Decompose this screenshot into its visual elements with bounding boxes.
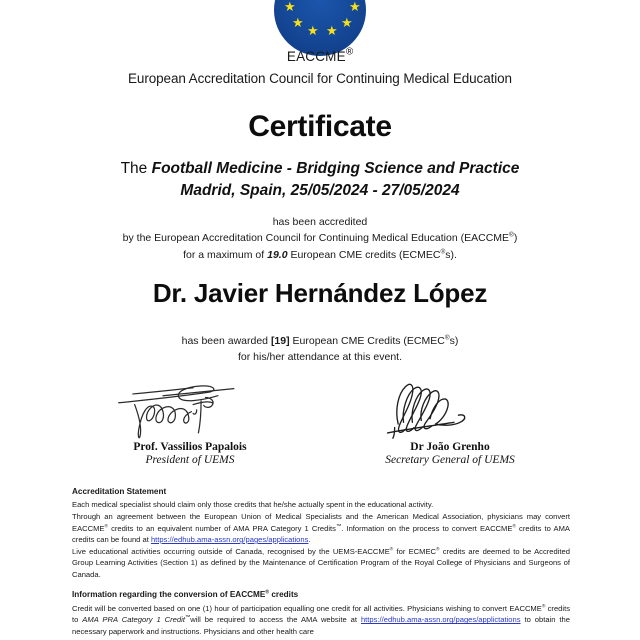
signature-block-secretary	[325, 378, 575, 466]
award-statement	[0, 333, 640, 366]
event-location-line	[0, 180, 640, 202]
ama-pra-category-italic: AMA PRA Category 1 Credit	[82, 615, 185, 625]
signature-grenho-icon	[361, 378, 538, 440]
accreditation-statement-block	[0, 214, 640, 263]
header-acronym	[0, 48, 640, 66]
accredited-line-2	[0, 230, 640, 246]
header-acronym-text: EACCME	[286, 49, 346, 64]
event-name: Football Medicine - Bridging Science and Practice	[151, 160, 520, 177]
award-line-1-post-b: s)	[449, 335, 459, 347]
fp-p4-b: credits to	[72, 603, 570, 625]
accredited-line-3	[0, 247, 640, 263]
event-lead: The	[120, 160, 152, 177]
fp-p3-c: credits are deemed to be Accredited Group Learning Activities (Section 1) as defined by the Maintenance of Certification Program of the Royal College of Physicians and Surgeons of Canada.	[72, 546, 570, 579]
registered-mark: ®	[509, 231, 514, 239]
logo-star: ★	[307, 23, 319, 38]
fp-p4-a: Credit will be converted based on one (1) hour of participation equalling one credit for all activities. Physicians wishing to convert EACCME	[72, 603, 542, 613]
fp-p4-c: will be required to access the AMA website at	[190, 615, 361, 625]
registered-mark: ®	[265, 589, 270, 596]
awarded-credits-value: [19]	[270, 335, 290, 347]
fp-h2-a: Information regarding the conversion of EACCME	[72, 590, 266, 600]
event-location-dates: Madrid, Spain, 25/05/2024 - 27/05/2024	[180, 182, 460, 200]
fineprint-paragraph-3	[72, 546, 570, 581]
trademark-mark: ™	[335, 523, 342, 529]
fp-p2-d: credits to AMA credits can be found at	[72, 523, 570, 545]
accreditation-statement-fineprint	[72, 486, 570, 580]
fp-p2-e: .	[308, 535, 311, 545]
event-name-line	[0, 158, 640, 180]
fp-h2-b: credits	[269, 590, 299, 600]
accredited-line-2-pre: by the European Accreditation Council for Continuing Medical Education (EACCME	[122, 232, 510, 245]
event-details	[0, 158, 640, 203]
registered-mark: ®	[512, 523, 516, 528]
signatory-name: Dr João Grenho	[410, 441, 490, 453]
fineprint-paragraph-4	[72, 603, 570, 638]
award-line-1-pre: has been awarded	[181, 335, 271, 347]
fineprint-paragraph-1: Each medical specialist should claim only those credits that he/she actually spent in the educational activity.	[72, 500, 434, 510]
page-title: Certificate	[248, 110, 392, 143]
accredited-line-1: has been accredited	[272, 216, 368, 228]
award-line-2: for his/her attendance at this event.	[237, 351, 403, 364]
registered-mark: ®	[541, 603, 546, 609]
logo-star: ★	[326, 23, 338, 38]
signatory-role: President of UEMS	[145, 454, 235, 466]
accredited-line-2-post: )	[513, 232, 518, 245]
logo-star: ★	[284, 0, 296, 14]
award-line-1	[0, 333, 640, 349]
registered-mark: ®	[440, 248, 446, 256]
fineprint-section	[72, 486, 570, 637]
fp-p3-a: Live educational activities occurring outside of Canada, recognised by the UEMS-EACCME	[72, 546, 390, 556]
accredited-line-3-post-b: s).	[445, 248, 457, 261]
fp-p3-b: for ECMEC	[393, 546, 437, 556]
award-line-1-post-a: European CME Credits (ECMEC	[289, 335, 445, 347]
fp-p4-d: to obtain the necessary paperwork and instructions. Physicians and other health care	[72, 615, 570, 636]
signatory-role: Secretary General of UEMS	[385, 454, 515, 466]
header-full-name: European Accreditation Council for Continuing Medical Education	[128, 71, 512, 86]
fineprint-paragraph-2	[72, 511, 570, 546]
conversion-info-fineprint	[72, 589, 570, 637]
fp-p2-a: Through an agreement between the European Union of Medical Specialists and the American Medical Association, physicians may convert EACCME	[72, 512, 570, 533]
registered-mark: ®	[104, 523, 108, 528]
max-credits-value: 19.0	[267, 248, 288, 261]
accredited-line-3-pre: for a maximum of	[183, 248, 268, 261]
recipient-name: Dr. Javier Hernández López	[152, 278, 488, 308]
fp-p2-b: credits to an equivalent number of AMA PRA Category 1 Credits	[107, 523, 336, 533]
ama-edhub-link[interactable]: https://edhub.ama-assn.org/pages/applications	[150, 535, 309, 545]
certificate-header	[0, 48, 640, 86]
registered-mark: ®	[345, 46, 354, 58]
fineprint-heading-accreditation: Accreditation Statement	[72, 487, 167, 496]
signature-area	[0, 378, 640, 466]
logo-star: ★	[292, 15, 304, 30]
ama-website-link[interactable]: https://edhub.ama-assn.org/pages/applictations	[360, 615, 521, 625]
registered-mark: ®	[444, 334, 450, 342]
signature-block-president	[65, 378, 315, 466]
fineprint-heading-conversion	[72, 589, 570, 601]
registered-mark: ®	[389, 546, 394, 552]
logo-star: ★	[341, 15, 353, 30]
signature-papalois-icon	[101, 378, 278, 440]
logo-star: ★	[349, 0, 361, 14]
registered-mark: ®	[436, 546, 440, 552]
fp-p2-c: . Information on the process to convert EACCME	[341, 523, 513, 533]
trademark-mark: ™	[184, 614, 191, 621]
accredited-line-3-post-a: European CME credits (ECMEC	[287, 248, 441, 261]
signatory-name: Prof. Vassilios Papalois	[133, 441, 247, 453]
